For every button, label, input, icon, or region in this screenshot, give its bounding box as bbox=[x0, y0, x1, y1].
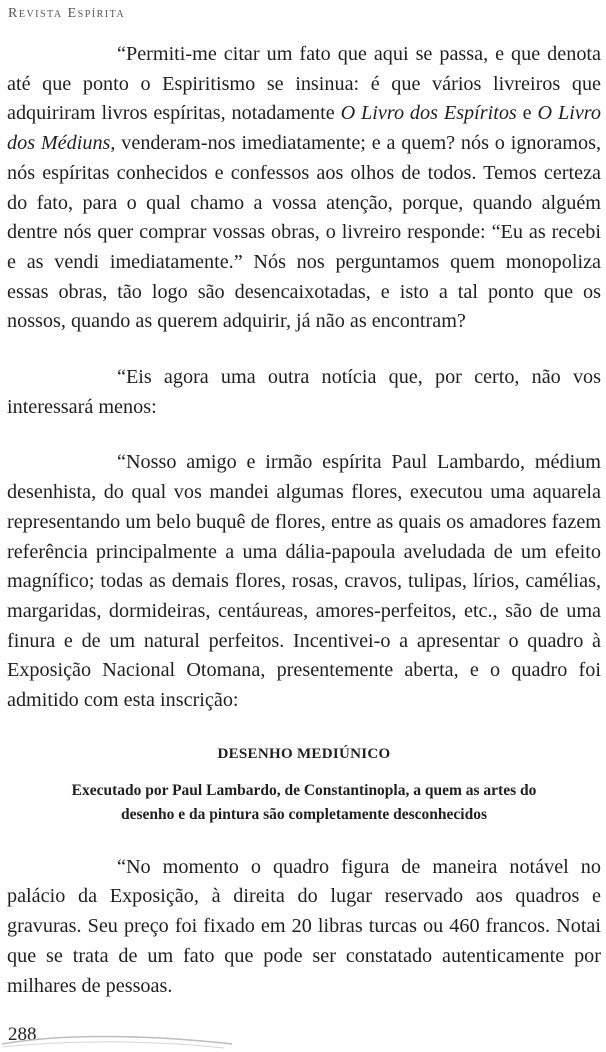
paragraph-4: “No momento o quadro figura de maneira notável no palácio da Exposição, à direita do lugar reservado aos quadros e gravuras. Seu preço foi fixado em 20 libras turcas ou 460 francos. Notai que se trata de um fato que pode ser constatado autenticamente por milhares de pessoas. bbox=[7, 855, 601, 997]
page-body bbox=[7, 40, 601, 1001]
paragraph-1-text-e: , venderam-nos imediatamente; e a quem? nós o ignoramos, nós espíritas conhecidos e confessos aos olhos de todos. Temos certeza do fato, para o qual chamo a vossa atenção, porque, quando alguém dentre nós quer comprar vossas obras, o livreiro responde: “Eu as recebi e as vendi imediatamente.” Nós nos perguntamos quem monopoliza essas obras, tão logo são desencaixotadas, e isto a tal ponto que os nossos, quando as querem adquirir, já não as encontram? bbox=[7, 132, 601, 333]
spacer bbox=[7, 827, 601, 853]
paragraph-1 bbox=[7, 40, 601, 337]
paragraph-1-text-a: “Permiti-me citar um fato que aqui se passa, e que denota até que ponto o Espiritismo se insinua: é que vários livreiros que adquiriram livros espíritas, notadamente bbox=[7, 43, 601, 125]
decorative-swoosh-icon bbox=[0, 1030, 240, 1052]
book-title-livro-dos-mediuns: O Livro dos Médiuns bbox=[7, 102, 601, 155]
running-header: Revista Espírita bbox=[8, 6, 126, 21]
section-title: DESENHO MEDIÚNICO bbox=[217, 745, 391, 762]
paragraph-1-text-c: e bbox=[516, 102, 538, 125]
paragraph-3: “Nosso amigo e irmão espírita Paul Lambardo, médium desenhista, do qual vos mandei algumas flores, executou uma aquarela representando um belo buquê de flores, entre as quais os amadores fazem referência principalmente a uma dália-papoula aveludada de um efeito magnífico; todas as demais flores, rosas, cravos, tulipas, lírios, camélias, margaridas, dormideiras, centáureas, amores-perfeitos, etc., são de uma finura e de um natural perfeitos. Incentivei-o a apresentar o quadro à Exposição Nacional Otomana, presentemente aberta, e o quadro foi admitido com esta inscrição: bbox=[7, 451, 601, 712]
subtitle-line-1: Executado por Paul Lambardo, de Constantinopla, a quem as artes do bbox=[71, 781, 537, 799]
book-title-livro-dos-espiritos: O Livro dos Espíritos bbox=[340, 102, 517, 125]
section-subtitle bbox=[7, 779, 601, 827]
page-number: 288 bbox=[8, 1024, 37, 1045]
paragraph-2: “Eis agora uma outra notícia que, por certo, não vos interessará menos: bbox=[7, 366, 601, 418]
subtitle-line-2: desenho e da pintura são completamente desconhecidos bbox=[121, 805, 487, 823]
